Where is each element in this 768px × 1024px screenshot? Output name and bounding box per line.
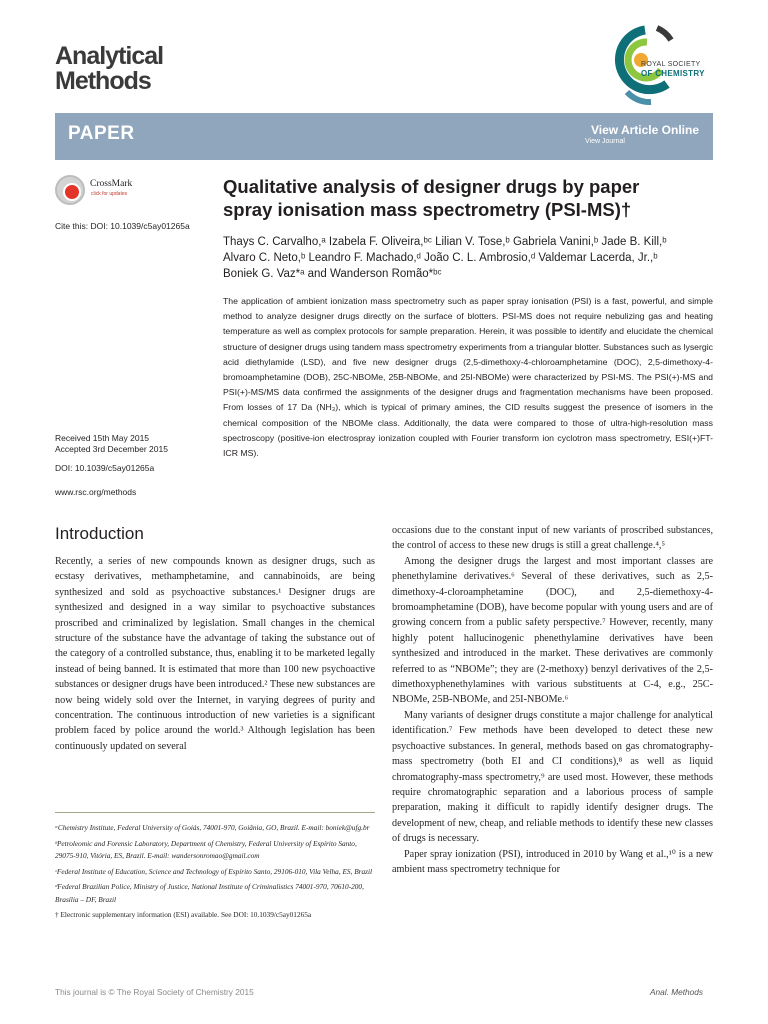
journal-url[interactable]: www.rsc.org/methods xyxy=(55,487,137,497)
crossmark-icon xyxy=(55,175,85,205)
received-date: Received 15th May 2015 xyxy=(55,433,150,443)
footnote-esi: † Electronic supplementary information (ESI) available. See DOI: 10.1039/c5ay01265a xyxy=(55,910,312,919)
rsc-line2: OF CHEMISTRY xyxy=(641,69,705,78)
cite-doi[interactable]: DOI: 10.1039/c5ay01265a xyxy=(90,221,190,231)
paragraph: occasions due to the constant input of new variants of proscribed substances, the control of access to these new drugs is still a great challenge.⁴,⁵ xyxy=(392,525,713,552)
crossmark-sub: click for updates xyxy=(91,191,128,197)
journal-footer: Anal. Methods xyxy=(650,987,704,997)
abstract: The application of ambient ionization mass spectrometry such as paper spray ionisation (PSI) is a fast, powerful, and simple method to analyze designer drugs directly on the surface of blotters. PSI-MS does not require nebulizing gas and heating temperature as well as complex protocols for sample preparation. Herein, it was possible to identify and elucidate the chemical structure of designer drugs using tandem mass spectrometry experiments from a triangular blotter. Substances such as lysergic acid diethylamide (LSD), and five new designer drugs (2,5-dimethoxy-4-chloroamphetamine (DOC), 2,5-dimethoxy-4-bromoamphetamine (DOB), 25C-NBOMe, 25B-NBOMe, and 25I-NBOMe) were characterized by PSI-MS. The PSI(+)-MS and PSI(+)-MS/MS data confirmed the assignments of the designer drugs and fragmentation mechanisms have been proposed. From losses of 17 Da (NH₃), which is typical of primary amines, the CID results suggest the presence of isomers in the chemical composition of the NBOMe class. Additionally, the data were compared to those of ultra-high-resolution mass spectroscopy (positive-ion electrospray ionization coupled with Fourier transform ion cyclotron mass spectrometry, ESI(+)FT-ICR MS). xyxy=(223,296,713,459)
rsc-wordmark xyxy=(641,60,705,79)
paragraph: Many variants of designer drugs constitute a major challenge for analytical identification.⁷ Few methods have been developed to detect these new psychoactive substances. In general, methods based on gas chromatography-mass spectrometry (both EI and CI conditions),⁸ as well as liquid chromatography-mass spectrometry,⁹ are used most. However, these methods require chromatographic separation and a laborious process of sample preparation, making it difficult to rapidly identify designer drugs. The development of new, cheap, and reliable methods to identify these new classes of drugs is necessary. xyxy=(392,709,713,845)
title-line2: spray ionisation mass spectrometry (PSI-MS)† xyxy=(223,199,632,220)
journal-logo xyxy=(55,44,163,94)
footnote-divider xyxy=(55,812,375,813)
body-column-right xyxy=(392,523,713,877)
affiliation-footnotes xyxy=(55,822,375,925)
footnote-b: ᵇPetroleomic and Forensic Laboratory, Department of Chemistry, Federal University of Espírito Santo, 29075-910, Vitória, ES, Brazil. E-mail: wandersonromao@gmail.com xyxy=(55,838,357,860)
body-column-left xyxy=(55,554,375,754)
copyright-footer: This journal is © The Royal Society of Chemistry 2015 xyxy=(55,987,254,997)
rsc-line1: ROYAL SOCIETY xyxy=(641,61,701,68)
accepted-date: Accepted 3rd December 2015 xyxy=(55,444,168,454)
journal-logo-line2: Methods xyxy=(55,67,151,95)
article-title xyxy=(223,175,693,221)
crossmark-button[interactable] xyxy=(55,175,145,211)
view-journal-link[interactable]: View Journal xyxy=(585,138,625,145)
authors-line3: Boniek G. Vaz*ᵃ and Wanderson Romão*ᵇᶜ xyxy=(223,268,442,280)
authors-line2: Alvaro C. Neto,ᵇ Leandro F. Machado,ᵈ João C. L. Ambrosio,ᵈ Valdemar Lacerda, Jr.,ᵇ xyxy=(223,252,658,264)
cite-label: Cite this: xyxy=(55,221,89,231)
article-type-label: PAPER xyxy=(68,123,135,144)
view-article-online-link[interactable]: View Article Online xyxy=(590,123,699,137)
cite-this xyxy=(55,221,190,232)
footnote-a: ᵃChemistry Institute, Federal University of Goiás, 74001-970, Goiânia, GO, Brazil. E-mail: boniek@ufg.br xyxy=(55,823,370,832)
paragraph: Among the designer drugs the largest and most important classes are phenethylamine derivatives.⁶ Several of these derivatives, such as 2,5-dimethoxy-4-cloroamphetamine (DOC), and 2,5-diemethoxy-4-bromoamphetamine (DOB), have become popular with young users and are of growing concern from a public safety perspective.⁷ However, recently, many highly potent hallucinogenic phenethylamine derivatives have been synthesized and introduced in the market. These derivatives are commonly referred to as “NBOMe”; they are (2-methoxy) benzyl derivatives of the 2,5-dimethoxyphenethylamines with various substituents at C-4, e.g., 25C-NBOMe, 25B-NBOMe, and 25I-NBOMe.⁶ xyxy=(392,555,713,706)
article-doi[interactable]: DOI: 10.1039/c5ay01265a xyxy=(55,463,155,473)
title-line1: Qualitative analysis of designer drugs by paper xyxy=(223,176,640,197)
footnote-d: ᵈFederal Brazilian Police, Ministry of Justice, National Institute of Criminalistics 74001-970, 70610-200, Brasília – DF, Brazil xyxy=(55,882,364,904)
rsc-logo xyxy=(605,22,715,110)
paragraph: Recently, a series of new compounds known as designer drugs, such as ecstasy derivatives, methamphetamine, and cannabinoids, are being synthesized and sold as psychoactive substances.¹ Designer drugs are synthesized and designed in a way similar to psychoactive substances proscribed and criminalized by legislation. Small changes in the chemical structure of the substance have the advantage of taking the substance out of the category of a controlled substance, thus, enabling it to be marketed legally instead of being banned. It is estimated that more than 100 new psychoactive substances or designer drugs have been introduced.² These new substances are now being widely sold over the Internet, in varying degrees of purity and concentration. The continuous introduction of new varieties is a significant problem faced by police around the world.³ Although legislation has been continuously updated on several xyxy=(55,556,375,752)
article-type-banner xyxy=(55,113,713,160)
authors-line1: Thays C. Carvalho,ᵃ Izabela F. Oliveira,ᵇᶜ Lilian V. Tose,ᵇ Gabriela Vanini,ᵇ Jade B. Kill,ᵇ xyxy=(223,236,667,248)
journal-logo-line1: Analytical xyxy=(55,42,164,70)
author-list xyxy=(223,234,718,282)
footnote-c: ᶜFederal Institute of Education, Science and Technology of Espírito Santo, 29106-010, Vila Velha, ES, Brazil xyxy=(55,866,373,876)
paragraph: Paper spray ionization (PSI), introduced in 2010 by Wang et al.,¹⁰ is a new ambient mass spectrometry technique for xyxy=(392,848,713,875)
section-heading-introduction: Introduction xyxy=(55,524,144,543)
crossmark-label: CrossMark xyxy=(90,179,133,189)
